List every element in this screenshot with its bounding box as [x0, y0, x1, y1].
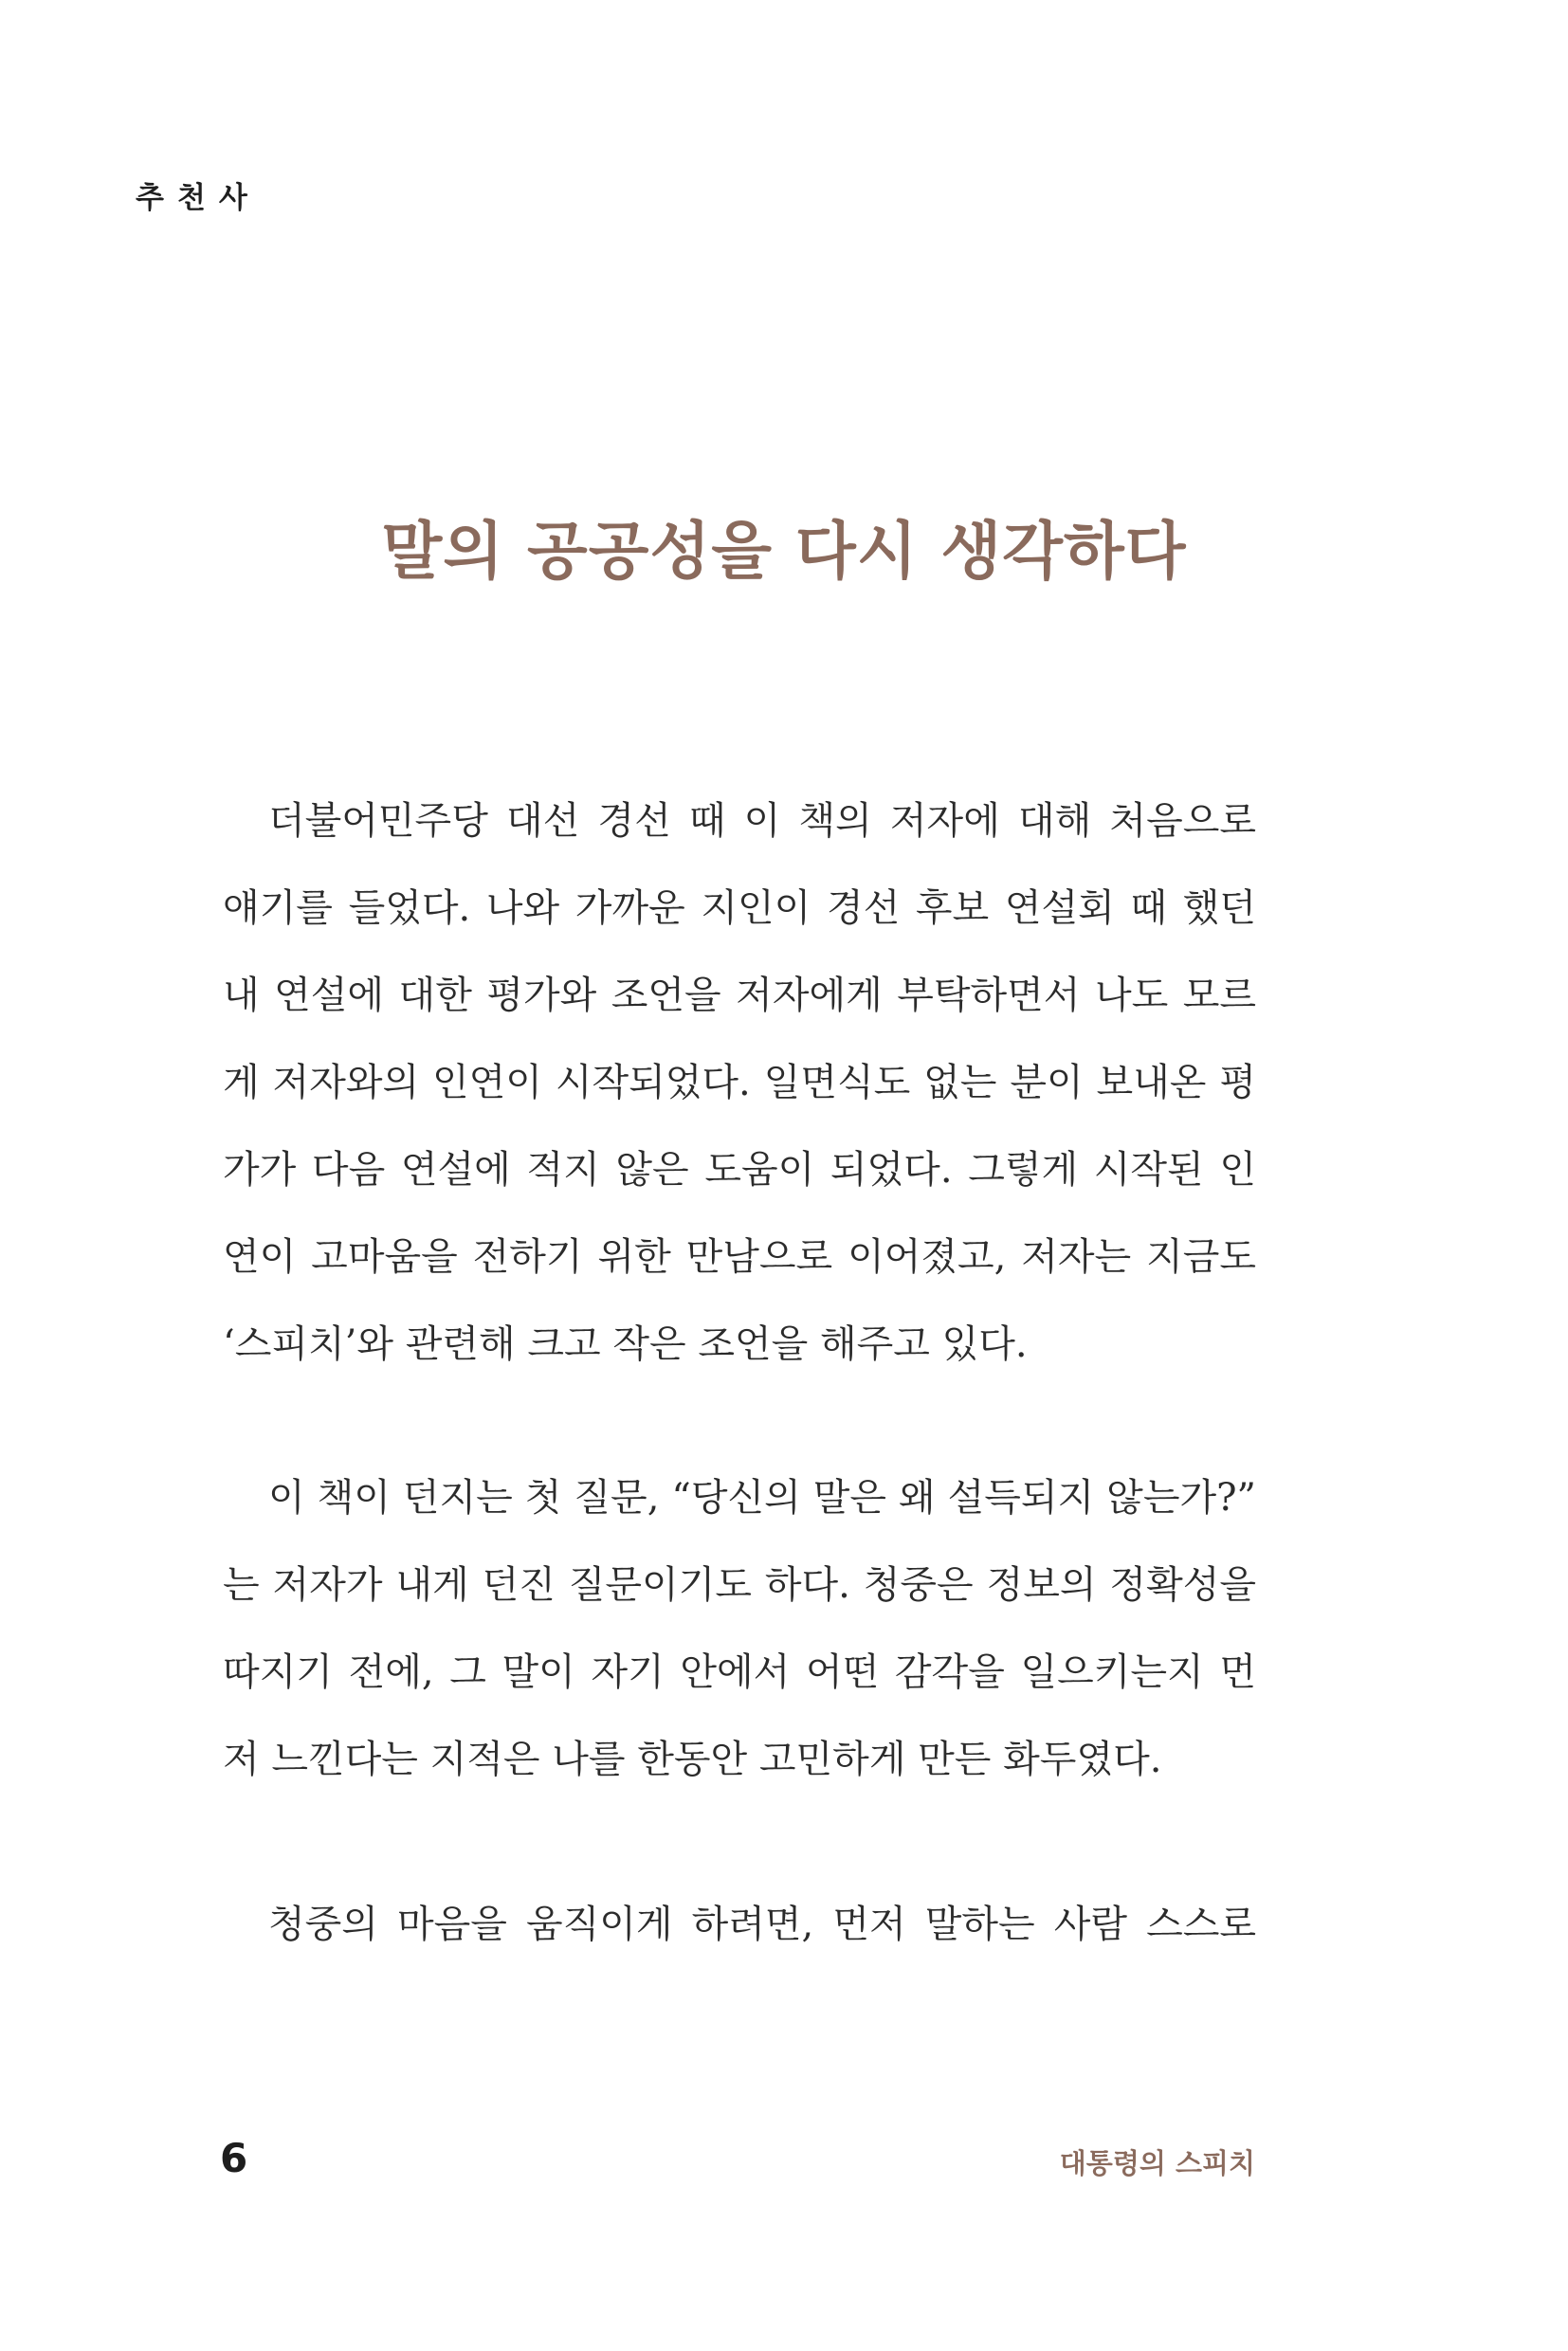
paragraph-line: ‘스피치’와 관련해 크고 작은 조언을 해주고 있다. [223, 1322, 1028, 1366]
page-title: 말의 공공성을 다시 생각하다 [381, 514, 1187, 588]
body-paragraph-1 [223, 777, 1256, 1388]
page-number: 6 [220, 2135, 248, 2181]
paragraph-line: 게 저자와의 인연이 시작되었다. 일면식도 없는 분이 보내온 평 [223, 1061, 1256, 1104]
paragraph-line: 저 느낀다는 지적은 나를 한동안 고민하게 만든 화두였다. [223, 1738, 1162, 1781]
paragraph-line: 더불어민주당 대선 경선 때 이 책의 저자에 대해 처음으로 [268, 799, 1256, 843]
section-label: 추천사 [136, 181, 261, 215]
paragraph-line: 이 책이 던지는 첫 질문, “당신의 말은 왜 설득되지 않는가?” [268, 1476, 1256, 1520]
paragraph-line: 청중의 마음을 움직이게 하려면, 먼저 말하는 사람 스스로 [268, 1903, 1256, 1946]
paragraph-line: 연이 고마움을 전하기 위한 만남으로 이어졌고, 저자는 지금도 [223, 1235, 1256, 1279]
paragraph-line: 가가 다음 연설에 적지 않은 도움이 되었다. 그렇게 시작된 인 [223, 1148, 1256, 1192]
paragraph-line: 얘기를 들었다. 나와 가까운 지인이 경선 후보 연설회 때 했던 [223, 886, 1256, 930]
paragraph-line: 는 저자가 내게 던진 질문이기도 하다. 청중은 정보의 정확성을 [223, 1563, 1256, 1607]
paragraph-line: 따지기 전에, 그 말이 자기 안에서 어떤 감각을 일으키는지 먼 [223, 1650, 1256, 1694]
running-footer-book-title: 대통령의 스피치 [1059, 2147, 1255, 2179]
body-paragraph-3 [223, 1881, 1256, 1968]
paragraph-line: 내 연설에 대한 평가와 조언을 저자에게 부탁하면서 나도 모르 [223, 974, 1256, 1017]
body-paragraph-2 [223, 1454, 1256, 1803]
